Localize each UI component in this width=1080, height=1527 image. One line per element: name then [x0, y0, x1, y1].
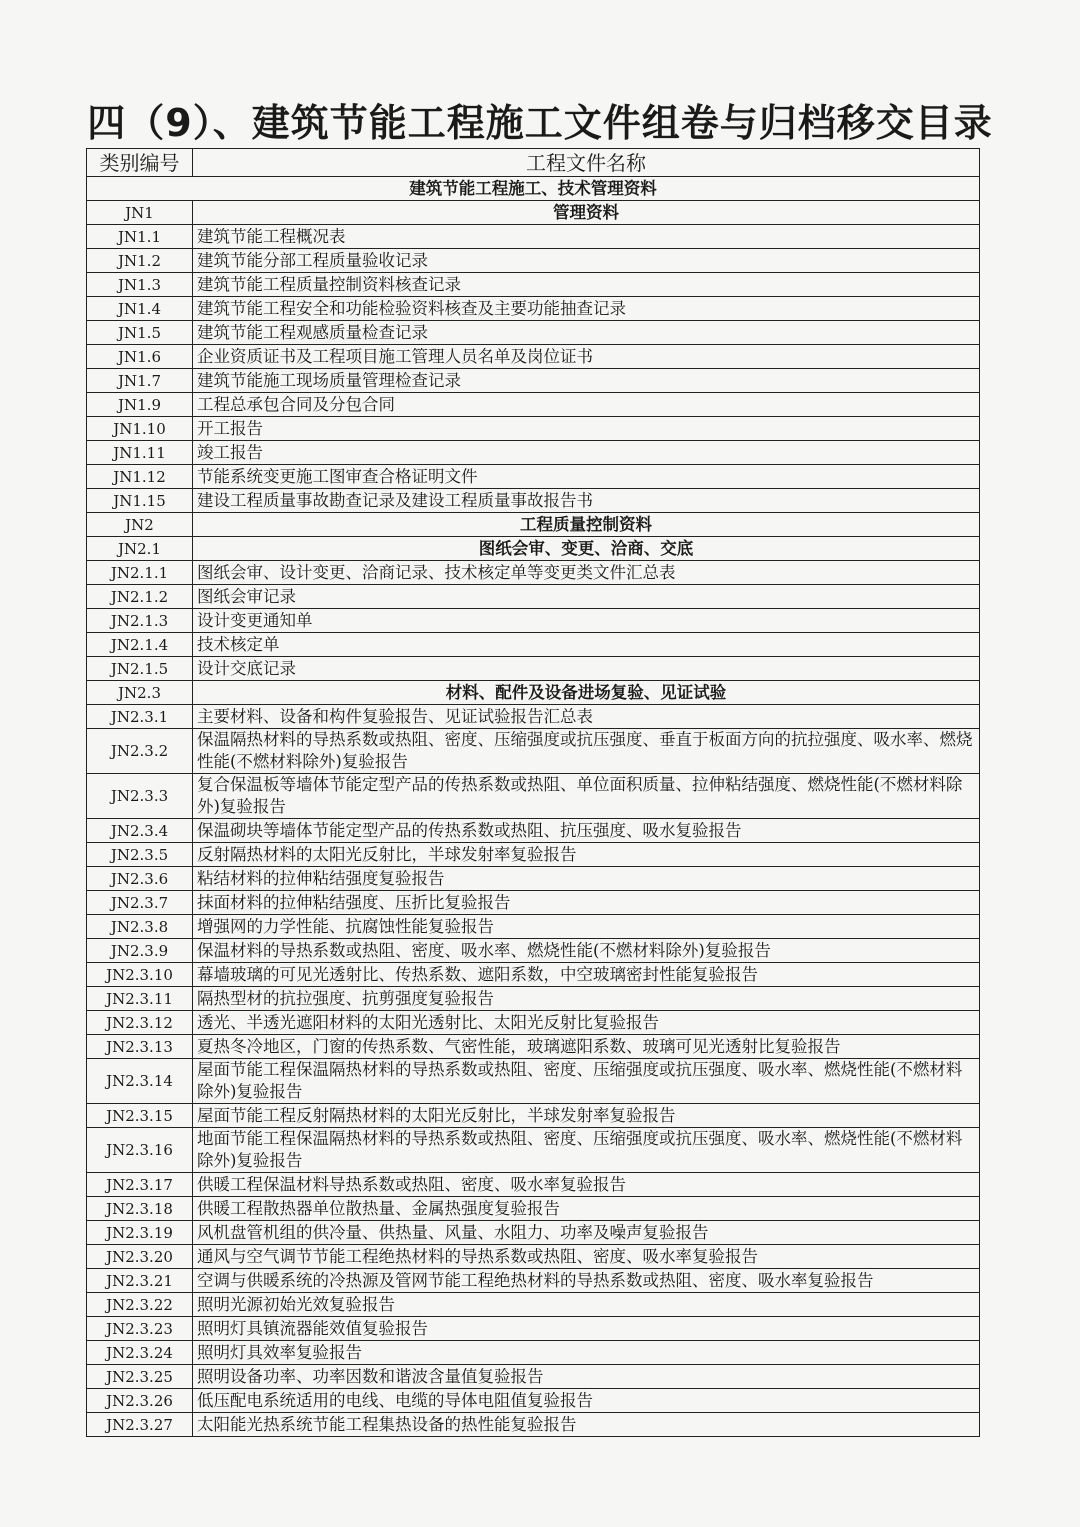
- row-code: JN2.3.9: [87, 939, 193, 963]
- table-row: [87, 297, 980, 321]
- row-name: 屋面节能工程保温隔热材料的导热系数或热阻、密度、压缩强度或抗压强度、吸水率、燃烧性能(不燃材料除外)复验报告: [193, 1059, 980, 1104]
- row-code: JN2.1.4: [87, 633, 193, 657]
- row-name: 通风与空气调节节能工程绝热材料的导热系数或热阻、密度、吸水率复验报告: [193, 1245, 980, 1269]
- row-name: 工程总承包合同及分包合同: [193, 393, 980, 417]
- table-row: [87, 987, 980, 1011]
- table-row: [87, 1011, 980, 1035]
- row-name: 保温材料的导热系数或热阻、密度、吸水率、燃烧性能(不燃材料除外)复验报告: [193, 939, 980, 963]
- row-code: JN1.9: [87, 393, 193, 417]
- table-row: [87, 561, 980, 585]
- row-code: JN1.12: [87, 465, 193, 489]
- table-row: [87, 273, 980, 297]
- row-code: JN2.3.25: [87, 1365, 193, 1389]
- table-row: [87, 1221, 980, 1245]
- table-header-row: [87, 149, 980, 177]
- row-name: 主要材料、设备和构件复验报告、见证试验报告汇总表: [193, 705, 980, 729]
- row-code: JN2.3.5: [87, 843, 193, 867]
- row-name: 建筑节能施工现场质量管理检查记录: [193, 369, 980, 393]
- row-code: JN2.3.26: [87, 1389, 193, 1413]
- row-name: 透光、半透光遮阳材料的太阳光透射比、太阳光反射比复验报告: [193, 1011, 980, 1035]
- row-code: JN2.3.6: [87, 867, 193, 891]
- table-row: [87, 1413, 980, 1437]
- table-row: [87, 657, 980, 681]
- row-code: JN2.3.18: [87, 1197, 193, 1221]
- row-code: JN1.6: [87, 345, 193, 369]
- row-name: 低压配电系统适用的电线、电缆的导体电阻值复验报告: [193, 1389, 980, 1413]
- row-code: JN2.1.2: [87, 585, 193, 609]
- row-code: JN2.3.13: [87, 1035, 193, 1059]
- table-row: [87, 585, 980, 609]
- table-row: [87, 345, 980, 369]
- table-row: [87, 249, 980, 273]
- table-row: [87, 843, 980, 867]
- row-name: 技术核定单: [193, 633, 980, 657]
- row-code: JN2.3.14: [87, 1059, 193, 1104]
- table-row: [87, 609, 980, 633]
- row-name: 建设工程质量事故勘查记录及建设工程质量事故报告书: [193, 489, 980, 513]
- row-code: JN2: [87, 513, 193, 537]
- table-row: [87, 1317, 980, 1341]
- table-row: [87, 465, 980, 489]
- row-code: JN1.2: [87, 249, 193, 273]
- table-row: [87, 774, 980, 819]
- row-name: 空调与供暖系统的冷热源及管网节能工程绝热材料的导热系数或热阻、密度、吸水率复验报告: [193, 1269, 980, 1293]
- row-code: JN2.3.3: [87, 774, 193, 819]
- row-code: JN1.3: [87, 273, 193, 297]
- row-code: JN2.3.22: [87, 1293, 193, 1317]
- row-name: 建筑节能工程概况表: [193, 225, 980, 249]
- row-name: 建筑节能工程安全和功能检验资料核查及主要功能抽查记录: [193, 297, 980, 321]
- group-row: [87, 537, 980, 561]
- row-code: JN2.3.11: [87, 987, 193, 1011]
- row-name: 增强网的力学性能、抗腐蚀性能复验报告: [193, 915, 980, 939]
- row-name: 照明灯具镇流器能效值复验报告: [193, 1317, 980, 1341]
- row-code: JN2.3.24: [87, 1341, 193, 1365]
- row-name: 照明灯具效率复验报告: [193, 1341, 980, 1365]
- section-row: [87, 177, 980, 201]
- group-title: 工程质量控制资料: [193, 513, 980, 537]
- row-name: 图纸会审记录: [193, 585, 980, 609]
- table-row: [87, 1245, 980, 1269]
- table-row: [87, 633, 980, 657]
- row-code: JN2.3: [87, 681, 193, 705]
- row-code: JN2.3.8: [87, 915, 193, 939]
- row-name: 粘结材料的拉伸粘结强度复验报告: [193, 867, 980, 891]
- row-code: JN2.3.21: [87, 1269, 193, 1293]
- table-row: [87, 321, 980, 345]
- table-row: [87, 441, 980, 465]
- table-row: [87, 1104, 980, 1128]
- page-title: 四（9）、建筑节能工程施工文件组卷与归档移交目录: [87, 101, 993, 145]
- row-name: 建筑节能工程质量控制资料核查记录: [193, 273, 980, 297]
- table-row: [87, 729, 980, 774]
- row-code: JN2.3.16: [87, 1128, 193, 1173]
- row-name: 保温隔热材料的导热系数或热阻、密度、压缩强度或抗压强度、垂直于板面方向的抗拉强度、吸水率、燃烧性能(不燃材料除外)复验报告: [193, 729, 980, 774]
- row-name: 保温砌块等墙体节能定型产品的传热系数或热阻、抗压强度、吸水复验报告: [193, 819, 980, 843]
- row-code: JN1.15: [87, 489, 193, 513]
- table-row: [87, 1173, 980, 1197]
- table-row: [87, 891, 980, 915]
- row-name: 供暖工程保温材料导热系数或热阻、密度、吸水率复验报告: [193, 1173, 980, 1197]
- table-row: [87, 1293, 980, 1317]
- table-row: [87, 489, 980, 513]
- row-name: 设计交底记录: [193, 657, 980, 681]
- table-row: [87, 867, 980, 891]
- group-title: 材料、配件及设备进场复验、见证试验: [193, 681, 980, 705]
- row-code: JN1.1: [87, 225, 193, 249]
- row-name: 太阳能光热系统节能工程集热设备的热性能复验报告: [193, 1413, 980, 1437]
- row-name: 企业资质证书及工程项目施工管理人员名单及岗位证书: [193, 345, 980, 369]
- row-code: JN2.1.1: [87, 561, 193, 585]
- row-name: 开工报告: [193, 417, 980, 441]
- row-code: JN2.3.1: [87, 705, 193, 729]
- row-code: JN2.3.4: [87, 819, 193, 843]
- row-name: 照明设备功率、功率因数和谐波含量值复验报告: [193, 1365, 980, 1389]
- row-name: 复合保温板等墙体节能定型产品的传热系数或热阻、单位面积质量、拉伸粘结强度、燃烧性能(不燃材料除外)复验报告: [193, 774, 980, 819]
- row-name: 抹面材料的拉伸粘结强度、压折比复验报告: [193, 891, 980, 915]
- table-row: [87, 1035, 980, 1059]
- row-code: JN2.3.20: [87, 1245, 193, 1269]
- row-name: 屋面节能工程反射隔热材料的太阳光反射比，半球发射率复验报告: [193, 1104, 980, 1128]
- table-row: [87, 705, 980, 729]
- row-name: 照明光源初始光效复验报告: [193, 1293, 980, 1317]
- row-code: JN2.1.5: [87, 657, 193, 681]
- file-catalog-table: [86, 148, 980, 1437]
- table-row: [87, 1365, 980, 1389]
- row-name: 建筑节能分部工程质量验收记录: [193, 249, 980, 273]
- row-code: JN2.3.23: [87, 1317, 193, 1341]
- table-row: [87, 1389, 980, 1413]
- group-row: [87, 681, 980, 705]
- row-code: JN2.3.15: [87, 1104, 193, 1128]
- row-code: JN1: [87, 201, 193, 225]
- row-code: JN2.3.10: [87, 963, 193, 987]
- row-name: 反射隔热材料的太阳光反射比，半球发射率复验报告: [193, 843, 980, 867]
- row-name: 风机盘管机组的供冷量、供热量、风量、水阻力、功率及噪声复验报告: [193, 1221, 980, 1245]
- row-code: JN2.3.27: [87, 1413, 193, 1437]
- table-row: [87, 1197, 980, 1221]
- row-code: JN1.4: [87, 297, 193, 321]
- group-title: 管理资料: [193, 201, 980, 225]
- row-code: JN2.1: [87, 537, 193, 561]
- header-code: 类别编号: [87, 149, 193, 177]
- table-row: [87, 939, 980, 963]
- table-row: [87, 1269, 980, 1293]
- table-row: [87, 393, 980, 417]
- table-row: [87, 963, 980, 987]
- section-title: 建筑节能工程施工、技术管理资料: [87, 177, 980, 201]
- row-code: JN2.3.17: [87, 1173, 193, 1197]
- table-row: [87, 1059, 980, 1104]
- table-row: [87, 225, 980, 249]
- row-name: 设计变更通知单: [193, 609, 980, 633]
- row-code: JN2.3.19: [87, 1221, 193, 1245]
- table-row: [87, 915, 980, 939]
- table-row: [87, 369, 980, 393]
- group-row: [87, 201, 980, 225]
- row-name: 建筑节能工程观感质量检查记录: [193, 321, 980, 345]
- row-name: 夏热冬冷地区，门窗的传热系数、气密性能，玻璃遮阳系数、玻璃可见光透射比复验报告: [193, 1035, 980, 1059]
- table-row: [87, 1128, 980, 1173]
- row-code: JN1.7: [87, 369, 193, 393]
- row-code: JN2.3.2: [87, 729, 193, 774]
- row-name: 隔热型材的抗拉强度、抗剪强度复验报告: [193, 987, 980, 1011]
- header-name: 工程文件名称: [193, 149, 980, 177]
- group-row: [87, 513, 980, 537]
- row-code: JN2.3.7: [87, 891, 193, 915]
- row-name: 竣工报告: [193, 441, 980, 465]
- row-name: 节能系统变更施工图审查合格证明文件: [193, 465, 980, 489]
- row-name: 地面节能工程保温隔热材料的导热系数或热阻、密度、压缩强度或抗压强度、吸水率、燃烧性能(不燃材料除外)复验报告: [193, 1128, 980, 1173]
- row-code: JN1.5: [87, 321, 193, 345]
- row-code: JN1.11: [87, 441, 193, 465]
- row-name: 供暖工程散热器单位散热量、金属热强度复验报告: [193, 1197, 980, 1221]
- row-code: JN2.1.3: [87, 609, 193, 633]
- table-row: [87, 1341, 980, 1365]
- table-row: [87, 417, 980, 441]
- row-name: 幕墙玻璃的可见光透射比、传热系数、遮阳系数，中空玻璃密封性能复验报告: [193, 963, 980, 987]
- row-code: JN1.10: [87, 417, 193, 441]
- group-title: 图纸会审、变更、洽商、交底: [193, 537, 980, 561]
- row-name: 图纸会审、设计变更、洽商记录、技术核定单等变更类文件汇总表: [193, 561, 980, 585]
- table-row: [87, 819, 980, 843]
- row-code: JN2.3.12: [87, 1011, 193, 1035]
